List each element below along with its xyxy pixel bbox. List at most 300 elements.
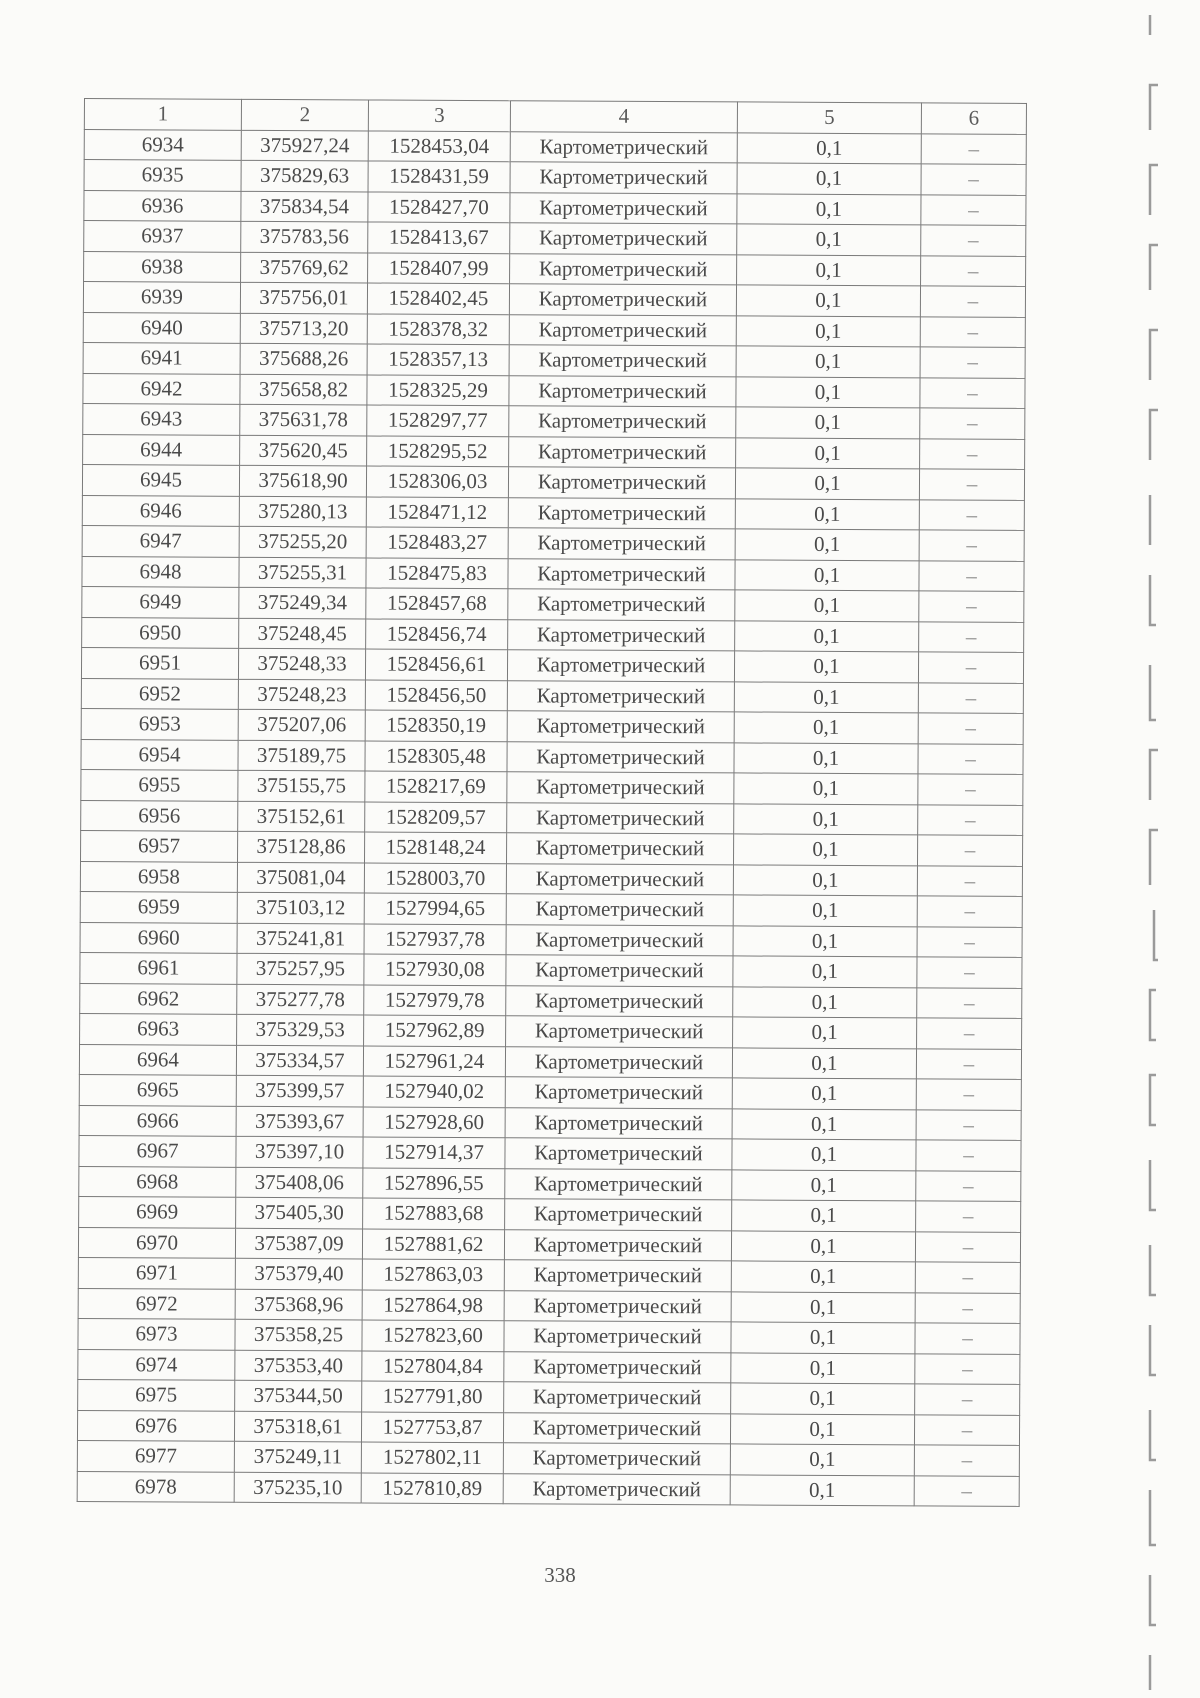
method-cell: Картометрический	[508, 467, 735, 499]
y-coordinate-cell: 1528350,19	[365, 710, 507, 741]
point-number-cell: 6953	[81, 708, 238, 739]
method-cell: Картометрический	[508, 558, 735, 590]
y-coordinate-cell: 1528325,29	[367, 374, 509, 405]
table-row	[78, 1257, 1020, 1292]
x-coordinate-cell: 375631,78	[240, 404, 367, 435]
table-row	[79, 1196, 1021, 1231]
page-number: 338	[544, 1563, 576, 1587]
y-coordinate-cell: 1527810,89	[361, 1472, 503, 1503]
accuracy-cell: 0,1	[735, 620, 919, 651]
accuracy-cell: 0,1	[732, 1200, 916, 1231]
note-cell: –	[915, 1231, 1020, 1262]
coordinates-table	[77, 98, 1027, 1507]
table-row	[79, 1135, 1021, 1170]
y-coordinate-cell: 1527864,98	[362, 1289, 504, 1320]
x-coordinate-cell: 375249,34	[239, 587, 366, 618]
method-cell: Картометрический	[505, 1138, 732, 1170]
note-cell: –	[921, 255, 1026, 286]
accuracy-cell: 0,1	[737, 193, 921, 224]
table-row	[81, 708, 1023, 743]
y-coordinate-cell: 1528431,59	[368, 161, 510, 192]
table-header-row	[84, 99, 1026, 134]
x-coordinate-cell: 375280,13	[239, 496, 366, 527]
note-cell: –	[921, 164, 1026, 195]
method-cell: Картометрический	[504, 1229, 731, 1261]
note-cell: –	[915, 1262, 1020, 1293]
accuracy-cell: 0,1	[732, 1078, 916, 1109]
x-coordinate-cell: 375358,25	[235, 1319, 362, 1350]
point-number-cell: 6947	[82, 525, 239, 556]
y-coordinate-cell: 1528456,74	[366, 618, 508, 649]
x-coordinate-cell: 375241,81	[237, 923, 364, 954]
x-coordinate-cell: 375152,61	[238, 801, 365, 832]
y-coordinate-cell: 1528456,61	[365, 649, 507, 680]
accuracy-cell: 0,1	[732, 1108, 916, 1139]
method-cell: Картометрический	[507, 802, 734, 834]
accuracy-cell: 0,1	[735, 468, 919, 499]
accuracy-cell: 0,1	[736, 407, 920, 438]
column-header: 1	[84, 99, 241, 130]
point-number-cell: 6977	[77, 1440, 234, 1471]
method-cell: Картометрический	[505, 1199, 732, 1231]
note-cell: –	[918, 652, 1023, 683]
note-cell: –	[916, 1170, 1021, 1201]
point-number-cell: 6961	[80, 952, 237, 983]
point-number-cell: 6962	[80, 983, 237, 1014]
accuracy-cell: 0,1	[733, 834, 917, 865]
x-coordinate-cell: 375103,12	[237, 892, 364, 923]
method-cell: Картометрический	[509, 436, 736, 468]
table-row	[81, 647, 1023, 682]
method-cell: Картометрический	[508, 619, 735, 651]
point-number-cell: 6958	[80, 861, 237, 892]
x-coordinate-cell: 375277,78	[237, 984, 364, 1015]
x-coordinate-cell: 375353,40	[235, 1350, 362, 1381]
method-cell: Картометрический	[505, 1168, 732, 1200]
point-number-cell: 6937	[84, 221, 241, 252]
method-cell: Картометрический	[503, 1443, 730, 1475]
method-cell: Картометрический	[507, 711, 734, 743]
point-number-cell: 6949	[82, 586, 239, 617]
point-number-cell: 6950	[82, 617, 239, 648]
accuracy-cell: 0,1	[733, 895, 917, 926]
point-number-cell: 6954	[81, 739, 238, 770]
x-coordinate-cell: 375783,56	[241, 221, 368, 252]
y-coordinate-cell: 1527791,80	[362, 1381, 504, 1412]
method-cell: Картометрический	[509, 406, 736, 438]
note-cell: –	[918, 804, 1023, 835]
method-cell: Картометрический	[505, 1046, 732, 1078]
point-number-cell: 6956	[81, 800, 238, 831]
table-row	[79, 1166, 1021, 1201]
note-cell: –	[915, 1384, 1020, 1415]
column-header: 2	[241, 99, 368, 130]
x-coordinate-cell: 375329,53	[237, 1014, 364, 1045]
accuracy-cell: 0,1	[731, 1230, 915, 1261]
accuracy-cell: 0,1	[734, 803, 918, 834]
table-row	[79, 1074, 1021, 1109]
note-cell: –	[919, 469, 1024, 500]
y-coordinate-cell: 1527896,55	[363, 1167, 505, 1198]
x-coordinate-cell: 375393,67	[236, 1106, 363, 1137]
x-coordinate-cell: 375207,06	[238, 709, 365, 740]
accuracy-cell: 0,1	[731, 1383, 915, 1414]
accuracy-cell: 0,1	[736, 315, 920, 346]
point-number-cell: 6976	[77, 1410, 234, 1441]
note-cell: –	[914, 1414, 1019, 1445]
table-row	[84, 221, 1026, 256]
note-cell: –	[918, 743, 1023, 774]
accuracy-cell: 0,1	[731, 1291, 915, 1322]
accuracy-cell: 0,1	[732, 1139, 916, 1170]
x-coordinate-cell: 375155,75	[238, 770, 365, 801]
accuracy-cell: 0,1	[733, 864, 917, 895]
accuracy-cell: 0,1	[734, 681, 918, 712]
table-row	[82, 495, 1024, 530]
x-coordinate-cell: 375344,50	[235, 1380, 362, 1411]
y-coordinate-cell: 1527930,08	[364, 954, 506, 985]
x-coordinate-cell: 375405,30	[236, 1197, 363, 1228]
accuracy-cell: 0,1	[734, 773, 918, 804]
accuracy-cell: 0,1	[731, 1261, 915, 1292]
y-coordinate-cell: 1528297,77	[367, 405, 509, 436]
table-row	[77, 1471, 1019, 1506]
table-row	[83, 282, 1025, 317]
method-cell: Картометрический	[508, 528, 735, 560]
point-number-cell: 6975	[78, 1379, 235, 1410]
y-coordinate-cell: 1527961,24	[363, 1045, 505, 1076]
point-number-cell: 6970	[78, 1227, 235, 1258]
y-coordinate-cell: 1528413,67	[368, 222, 510, 253]
y-coordinate-cell: 1527962,89	[364, 1015, 506, 1046]
point-number-cell: 6964	[79, 1044, 236, 1075]
accuracy-cell: 0,1	[736, 346, 920, 377]
table-row	[78, 1318, 1020, 1353]
accuracy-cell: 0,1	[731, 1352, 915, 1383]
point-number-cell: 6972	[78, 1288, 235, 1319]
note-cell: –	[920, 408, 1025, 439]
point-number-cell: 6963	[80, 1013, 237, 1044]
method-cell: Картометрический	[506, 894, 733, 926]
x-coordinate-cell: 375368,96	[235, 1289, 362, 1320]
y-coordinate-cell: 1528402,45	[367, 283, 509, 314]
note-cell: –	[917, 1018, 1022, 1049]
note-cell: –	[917, 865, 1022, 896]
table-row	[84, 190, 1026, 225]
table-row	[81, 830, 1023, 865]
note-cell: –	[920, 286, 1025, 317]
accuracy-cell: 0,1	[734, 712, 918, 743]
table-row	[78, 1288, 1020, 1323]
method-cell: Картометрический	[503, 1473, 730, 1505]
x-coordinate-cell: 375318,61	[234, 1411, 361, 1442]
table-row	[83, 373, 1025, 408]
y-coordinate-cell: 1527753,87	[361, 1411, 503, 1442]
table-row	[84, 160, 1026, 195]
table-row	[80, 861, 1022, 896]
method-cell: Картометрический	[508, 589, 735, 621]
table-row	[84, 251, 1026, 286]
method-cell: Картометрический	[506, 833, 733, 865]
accuracy-cell: 0,1	[733, 925, 917, 956]
method-cell: Картометрический	[506, 955, 733, 987]
table-row	[83, 342, 1025, 377]
table-row	[77, 1440, 1019, 1475]
note-cell: –	[915, 1323, 1020, 1354]
table-row	[80, 1013, 1022, 1048]
note-cell: –	[916, 1079, 1021, 1110]
method-cell: Картометрический	[504, 1260, 731, 1292]
method-cell: Картометрический	[509, 314, 736, 346]
x-coordinate-cell: 375756,01	[240, 282, 367, 313]
column-header: 6	[921, 103, 1026, 134]
accuracy-cell: 0,1	[733, 956, 917, 987]
method-cell: Картометрический	[510, 131, 737, 163]
method-cell: Картометрический	[510, 253, 737, 285]
accuracy-cell: 0,1	[733, 1017, 917, 1048]
table-row	[77, 1410, 1019, 1445]
y-coordinate-cell: 1528003,70	[364, 862, 506, 893]
y-coordinate-cell: 1527881,62	[362, 1228, 504, 1259]
point-number-cell: 6957	[81, 830, 238, 861]
point-number-cell: 6951	[81, 647, 238, 678]
method-cell: Картометрический	[508, 497, 735, 529]
accuracy-cell: 0,1	[736, 437, 920, 468]
table-row	[82, 464, 1024, 499]
x-coordinate-cell: 375081,04	[237, 862, 364, 893]
point-number-cell: 6967	[79, 1135, 236, 1166]
note-cell: –	[918, 713, 1023, 744]
accuracy-cell: 0,1	[736, 285, 920, 316]
note-cell: –	[917, 896, 1022, 927]
note-cell: –	[917, 987, 1022, 1018]
y-coordinate-cell: 1527823,60	[362, 1320, 504, 1351]
table-row	[78, 1227, 1020, 1262]
point-number-cell: 6934	[84, 129, 241, 160]
table-row	[81, 769, 1023, 804]
method-cell: Картометрический	[509, 375, 736, 407]
note-cell: –	[916, 1140, 1021, 1171]
point-number-cell: 6960	[80, 922, 237, 953]
x-coordinate-cell: 375334,57	[236, 1045, 363, 1076]
note-cell: –	[917, 835, 1022, 866]
y-coordinate-cell: 1528453,04	[368, 130, 510, 161]
y-coordinate-cell: 1528483,27	[366, 527, 508, 558]
note-cell: –	[917, 957, 1022, 988]
note-cell: –	[914, 1445, 1019, 1476]
note-cell: –	[920, 316, 1025, 347]
point-number-cell: 6973	[78, 1318, 235, 1349]
accuracy-cell: 0,1	[735, 498, 919, 529]
accuracy-cell: 0,1	[736, 376, 920, 407]
x-coordinate-cell: 375769,62	[241, 252, 368, 283]
accuracy-cell: 0,1	[735, 529, 919, 560]
method-cell: Картометрический	[510, 223, 737, 255]
y-coordinate-cell: 1528209,57	[365, 801, 507, 832]
accuracy-cell: 0,1	[737, 163, 921, 194]
note-cell: –	[916, 1109, 1021, 1140]
point-number-cell: 6959	[80, 891, 237, 922]
point-number-cell: 6965	[79, 1074, 236, 1105]
note-cell: –	[918, 774, 1023, 805]
accuracy-cell: 0,1	[734, 742, 918, 773]
x-coordinate-cell: 375387,09	[235, 1228, 362, 1259]
x-coordinate-cell: 375257,95	[237, 953, 364, 984]
y-coordinate-cell: 1528456,50	[365, 679, 507, 710]
table-row	[79, 1105, 1021, 1140]
table-row	[82, 556, 1024, 591]
note-cell: –	[921, 225, 1026, 256]
point-number-cell: 6941	[83, 342, 240, 373]
note-cell: –	[915, 1353, 1020, 1384]
note-cell: –	[919, 499, 1024, 530]
note-cell: –	[914, 1475, 1019, 1506]
y-coordinate-cell: 1527937,78	[364, 923, 506, 954]
method-cell: Картометрический	[505, 1077, 732, 1109]
x-coordinate-cell: 375255,31	[239, 557, 366, 588]
y-coordinate-cell: 1528457,68	[366, 588, 508, 619]
method-cell: Картометрический	[503, 1412, 730, 1444]
accuracy-cell: 0,1	[730, 1444, 914, 1475]
y-coordinate-cell: 1528427,70	[368, 191, 510, 222]
note-cell: –	[919, 621, 1024, 652]
accuracy-cell: 0,1	[732, 1047, 916, 1078]
x-coordinate-cell: 375397,10	[236, 1136, 363, 1167]
x-coordinate-cell: 375255,20	[239, 526, 366, 557]
note-cell: –	[917, 926, 1022, 957]
method-cell: Картометрический	[507, 680, 734, 712]
x-coordinate-cell: 375399,57	[236, 1075, 363, 1106]
x-coordinate-cell: 375618,90	[239, 465, 366, 496]
note-cell: –	[919, 591, 1024, 622]
method-cell: Картометрический	[510, 192, 737, 224]
point-number-cell: 6968	[79, 1166, 236, 1197]
y-coordinate-cell: 1528407,99	[368, 252, 510, 283]
y-coordinate-cell: 1528475,83	[366, 557, 508, 588]
x-coordinate-cell: 375927,24	[241, 130, 368, 161]
scan-edge-marks	[1120, 0, 1200, 1698]
note-cell: –	[916, 1048, 1021, 1079]
accuracy-cell: 0,1	[737, 132, 921, 163]
y-coordinate-cell: 1527863,03	[362, 1259, 504, 1290]
method-cell: Картометрический	[504, 1382, 731, 1414]
y-coordinate-cell: 1527928,60	[363, 1106, 505, 1137]
point-number-cell: 6936	[84, 190, 241, 221]
point-number-cell: 6943	[83, 403, 240, 434]
point-number-cell: 6940	[83, 312, 240, 343]
table-row	[78, 1349, 1020, 1384]
x-coordinate-cell: 375249,11	[234, 1441, 361, 1472]
y-coordinate-cell: 1527914,37	[363, 1137, 505, 1168]
table-row	[80, 983, 1022, 1018]
method-cell: Картометрический	[504, 1351, 731, 1383]
x-coordinate-cell: 375248,23	[238, 679, 365, 710]
y-coordinate-cell: 1527883,68	[363, 1198, 505, 1229]
accuracy-cell: 0,1	[731, 1322, 915, 1353]
note-cell: –	[920, 377, 1025, 408]
method-cell: Картометрический	[507, 772, 734, 804]
y-coordinate-cell: 1528305,48	[365, 740, 507, 771]
point-number-cell: 6955	[81, 769, 238, 800]
table-row	[81, 739, 1023, 774]
y-coordinate-cell: 1527940,02	[363, 1076, 505, 1107]
y-coordinate-cell: 1528295,52	[367, 435, 509, 466]
accuracy-cell: 0,1	[730, 1413, 914, 1444]
x-coordinate-cell: 375408,06	[236, 1167, 363, 1198]
table-row	[80, 922, 1022, 957]
accuracy-cell: 0,1	[735, 559, 919, 590]
x-coordinate-cell: 375379,40	[235, 1258, 362, 1289]
accuracy-cell: 0,1	[733, 986, 917, 1017]
point-number-cell: 6946	[82, 495, 239, 526]
table-row	[80, 891, 1022, 926]
y-coordinate-cell: 1527802,11	[361, 1442, 503, 1473]
table-row	[81, 678, 1023, 713]
table-row	[81, 800, 1023, 835]
y-coordinate-cell: 1528306,03	[366, 466, 508, 497]
y-coordinate-cell: 1528378,32	[367, 313, 509, 344]
method-cell: Картометрический	[507, 741, 734, 773]
accuracy-cell: 0,1	[735, 590, 919, 621]
point-number-cell: 6971	[78, 1257, 235, 1288]
table-row	[84, 129, 1026, 164]
accuracy-cell: 0,1	[732, 1169, 916, 1200]
note-cell: –	[918, 682, 1023, 713]
point-number-cell: 6969	[79, 1196, 236, 1227]
method-cell: Картометрический	[510, 162, 737, 194]
method-cell: Картометрический	[506, 863, 733, 895]
method-cell: Картометрический	[507, 650, 734, 682]
accuracy-cell: 0,1	[734, 651, 918, 682]
point-number-cell: 6935	[84, 160, 241, 191]
table-row	[82, 525, 1024, 560]
note-cell: –	[921, 133, 1026, 164]
column-header: 3	[368, 100, 510, 131]
table-row	[78, 1379, 1020, 1414]
point-number-cell: 6952	[81, 678, 238, 709]
method-cell: Картометрический	[505, 1107, 732, 1139]
note-cell: –	[919, 560, 1024, 591]
accuracy-cell: 0,1	[730, 1474, 914, 1505]
point-number-cell: 6974	[78, 1349, 235, 1380]
y-coordinate-cell: 1527804,84	[362, 1350, 504, 1381]
x-coordinate-cell: 375688,26	[240, 343, 367, 374]
method-cell: Картометрический	[506, 1016, 733, 1048]
table-row	[79, 1044, 1021, 1079]
table-row	[83, 312, 1025, 347]
point-number-cell: 6966	[79, 1105, 236, 1136]
note-cell: –	[915, 1292, 1020, 1323]
column-header: 4	[510, 101, 737, 133]
table-row	[80, 952, 1022, 987]
note-cell: –	[919, 530, 1024, 561]
x-coordinate-cell: 375834,54	[241, 191, 368, 222]
x-coordinate-cell: 375713,20	[240, 313, 367, 344]
method-cell: Картометрический	[506, 924, 733, 956]
x-coordinate-cell: 375620,45	[240, 435, 367, 466]
x-coordinate-cell: 375128,86	[238, 831, 365, 862]
y-coordinate-cell: 1528357,13	[367, 344, 509, 375]
method-cell: Картометрический	[504, 1290, 731, 1322]
y-coordinate-cell: 1527994,65	[364, 893, 506, 924]
x-coordinate-cell: 375248,33	[238, 648, 365, 679]
table-row	[82, 586, 1024, 621]
x-coordinate-cell: 375189,75	[238, 740, 365, 771]
y-coordinate-cell: 1528471,12	[366, 496, 508, 527]
note-cell: –	[920, 438, 1025, 469]
y-coordinate-cell: 1528148,24	[365, 832, 507, 863]
x-coordinate-cell: 375829,63	[241, 160, 368, 191]
